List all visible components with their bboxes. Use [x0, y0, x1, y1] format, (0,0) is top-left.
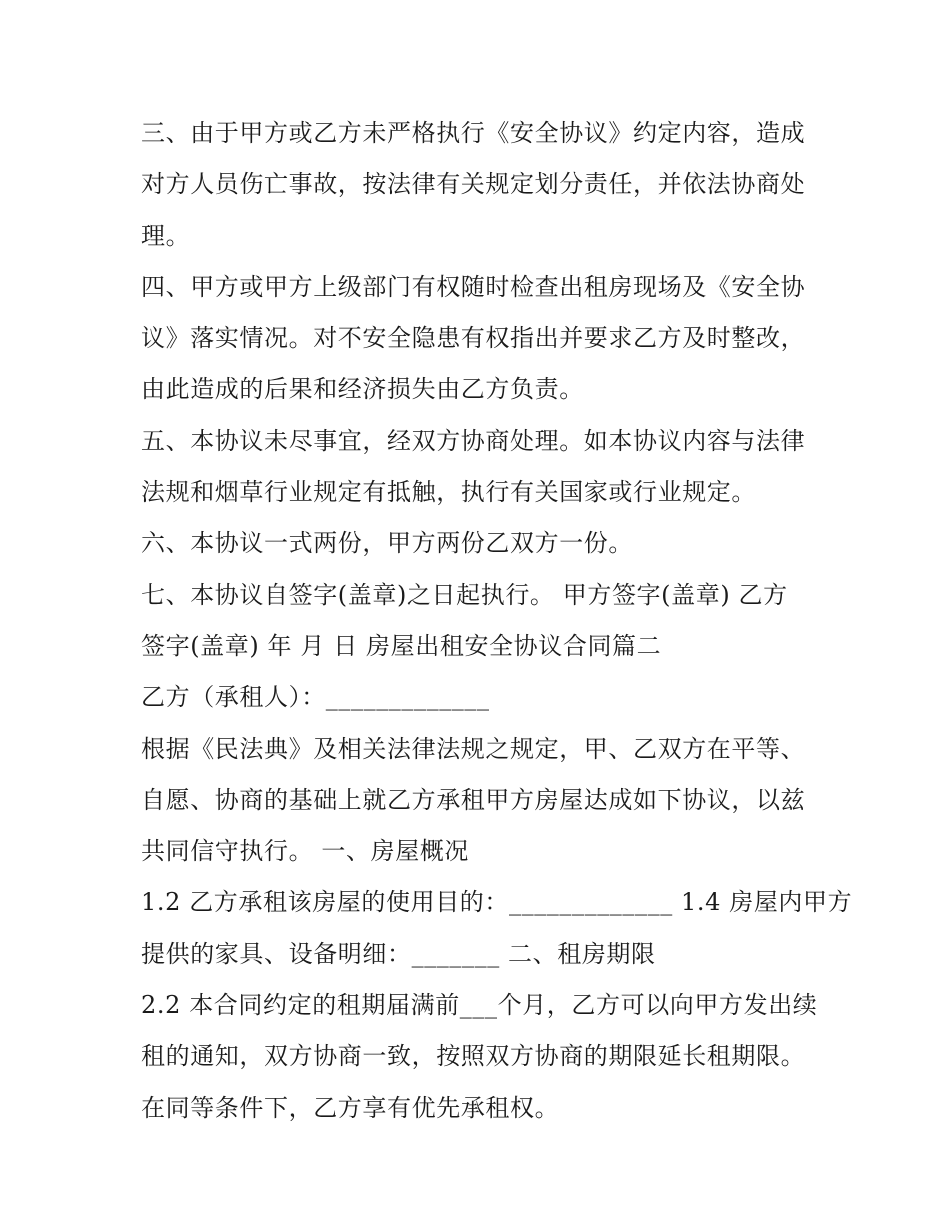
text-line: 共同信守执行。 一、房屋概况 — [141, 837, 470, 866]
text-line: 由此造成的后果和经济损失由乙方负责。 — [141, 375, 584, 404]
text-line: 在同等条件下，乙方享有优先承租权。 — [141, 1093, 560, 1122]
text-line: 四、甲方或甲方上级部门有权随时检查出租房现场及《安全协 — [141, 272, 806, 301]
text-line: 2.2 本合同约定的租期届满前___个月，乙方可以向甲方发出续 — [141, 991, 818, 1020]
text-line: 1.2 乙方承租该房屋的使用目的：_____________ 1.4 房屋内甲方 — [141, 888, 853, 917]
text-line: 六、本协议一式两份，甲方两份乙双方一份。 — [141, 529, 633, 558]
text-line: 根据《民法典》及相关法律法规之规定，甲、乙双方在平等、 — [141, 734, 806, 763]
text-line: 理。 — [141, 221, 191, 250]
text-line: 自愿、协商的基础上就乙方承租甲方房屋达成如下协议，以兹 — [141, 785, 806, 814]
text-line: 提供的家具、设备明细：_______ 二、租房期限 — [141, 939, 656, 968]
text-line: 议》落实情况。对不安全隐患有权指出并要求乙方及时整改， — [141, 324, 806, 353]
text-line: 租的通知，双方协商一致，按照双方协商的期限延长租期限。 — [141, 1042, 806, 1071]
document-body — [141, 108, 853, 1134]
text-line: 法规和烟草行业规定有抵触，执行有关国家或行业规定。 — [141, 478, 756, 507]
text-line: 七、本协议自签字(盖章)之日起执行。 甲方签字(盖章) 乙方 — [141, 580, 788, 609]
text-line: 三、由于甲方或乙方未严格执行《安全协议》约定内容，造成 — [141, 119, 806, 147]
text-line: 对方人员伤亡事故，按法律有关规定划分责任，并依法协商处 — [141, 170, 806, 199]
text-line: 乙方（承租人）：_____________ — [141, 683, 490, 712]
text-line: 五、本协议未尽事宜，经双方协商处理。如本协议内容与法律 — [141, 426, 806, 455]
text-line: 签字(盖章) 年 月 日 房屋出租安全协议合同篇二 — [141, 631, 662, 660]
